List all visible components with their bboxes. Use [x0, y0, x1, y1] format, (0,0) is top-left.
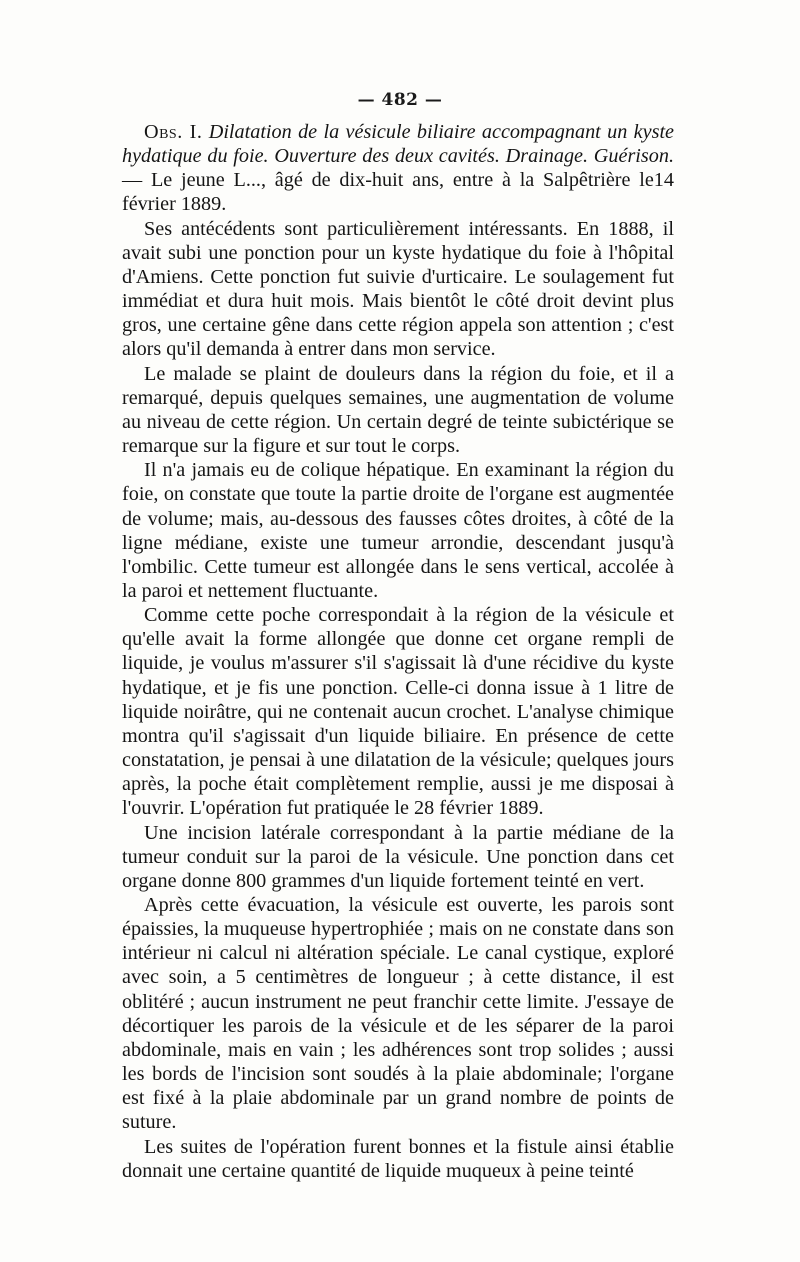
- paragraph: Ses antécédents sont particulièrement intéressants. En 1888, il avait subi une ponction pour un kyste hydatique du foie à l'hôpital d'Amiens. Cette ponction fut suivie d'urticaire. Le soulagement fut immédiat et dura huit mois. Mais bientôt le côté droit devint plus gros, une certaine gêne dans cette région appela son attention ; c'est alors qu'il demanda à entrer dans mon service.: [122, 217, 674, 361]
- page-number: — 482 —: [357, 90, 443, 110]
- paragraph: Les suites de l'opération furent bonnes et la fistule ainsi établie donnait une certaine quantité de liquide muqueux à peine teinté: [122, 1135, 674, 1182]
- body-text: [122, 120, 674, 1183]
- paragraph: Une incision latérale correspondant à la partie médiane de la tumeur conduit sur la paroi de la vésicule. Une ponction dans cet organe donne 800 grammes d'un liquide fortement teinté en vert.: [122, 821, 674, 892]
- paragraph: Comme cette poche correspondait à la région de la vésicule et qu'elle avait la forme allongée que donne cet organe rempli de liquide, je voulus m'assurer s'il s'agissait là d'une récidive du kyste hydatique, et je fis une ponction. Celle-ci donna issue à 1 litre de liquide noirâtre, qui ne contenait aucun crochet. L'analyse chimique montra qu'il s'agissait d'un liquide biliaire. En présence de cette constatation, je pensai à une dilatation de la vésicule; quelques jours après, la poche était complètement remplie, aussi je me disposai à l'ouvrir. L'opération fut pratiquée le 28 février 1889.: [122, 604, 674, 820]
- paragraph: Il n'a jamais eu de colique hépatique. En examinant la région du foie, on constate que toute la partie droite de l'organe est augmentée de volume; mais, au-dessous des fausses côtes droites, à côté de la ligne médiane, existe une tumeur arrondie, descendant jusqu'à l'ombilic. Cette tumeur est allongée dans le sens vertical, accolée à la paroi et nettement fluctuante.: [122, 459, 674, 602]
- observation-label: Obs. I.: [144, 121, 203, 143]
- paragraph: Le malade se plaint de douleurs dans la région du foie, et il a remarqué, depuis quelques semaines, une augmentation de volume au niveau de cette région. Un certain degré de teinte subictérique se remarque sur la figure et sur tout le corps.: [122, 362, 674, 458]
- observation-title: Dilatation de la vésicule biliaire accompagnant un kyste hydatique du foie. Ouverture des deux cavités. Drainage. Guérison.: [122, 121, 675, 168]
- observation-intro: — Le jeune L..., âgé de dix-huit ans, entre à la Salpêtrière le14 février 1889.: [122, 169, 674, 216]
- observation-heading: [122, 120, 674, 217]
- paragraph: Après cette évacuation, la vésicule est ouverte, les parois sont épaissies, la muqueuse hypertrophiée ; mais on ne constate dans son intérieur ni calcul ni altération spéciale. Le canal cystique, exploré avec soin, a 5 centimètres de longueur ; à cette distance, il est oblitéré ; aucun instrument ne peut franchir cette limite. J'essaye de décortiquer les parois de la vésicule et de les séparer de la paroi abdominale, mais en vain ; les adhérences sont trop solides ; aussi les bords de l'incision sont soudés à la plaie abdominale; l'organe est fixé à la plaie abdominale par un grand nombre de points de suture.: [122, 894, 674, 1134]
